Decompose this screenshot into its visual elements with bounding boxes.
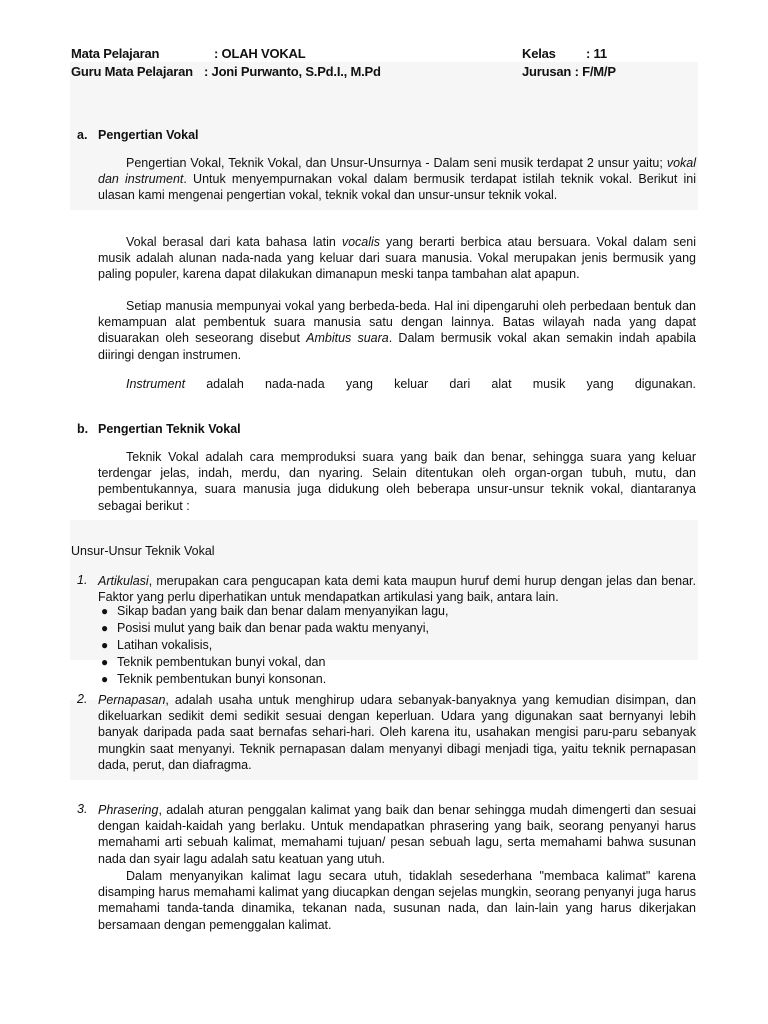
bullet-icon: ● (101, 655, 109, 669)
bullet-icon: ● (101, 621, 109, 635)
bullet-icon: ● (101, 638, 109, 652)
class-label: Kelas (522, 46, 556, 61)
section-b-letter: b. (77, 422, 89, 436)
text: Pengertian Vokal, Teknik Vokal, dan Unsur-Unsurnya - Dalam seni musik terdapat 2 unsur yaitu; (126, 156, 667, 170)
section-a-paragraph-1 (98, 155, 696, 204)
bullet-icon: ● (101, 604, 109, 618)
section-b-title: Pengertian Teknik Vokal (98, 422, 241, 436)
item-1-paragraph (98, 573, 696, 605)
teacher-value: : Joni Purwanto, S.Pd.I., M.Pd (204, 64, 381, 79)
section-b-paragraph-1: Teknik Vokal adalah cara memproduksi suara yang baik dan benar, sehingga suara yang keluar terdengar jelas, indah, merdu, dan nyaring. Selain ditentukan oleh organ-organ tubuh, mutu, dan pembentukannya, suara manusia juga didukung oleh beberapa unsur-unsur teknik vokal, diantaranya sebagai berikut : (98, 450, 696, 513)
list-item-text: Teknik pembentukan bunyi konsonan. (117, 672, 327, 686)
list-item (101, 671, 448, 688)
text: adalah nada-nada yang keluar dari alat musik yang digunakan. (185, 377, 696, 391)
teacher-label: Guru Mata Pelajaran (71, 64, 193, 79)
list-item-text: Sikap badan yang baik dan benar dalam menyanyikan lagu, (117, 604, 449, 618)
item-2-number: 2. (77, 692, 88, 706)
section-a-paragraph-2 (98, 234, 696, 283)
item-3-term: Phrasering (98, 803, 159, 817)
item-1-bullet-list (101, 603, 448, 688)
item-3-paragraph-2: Dalam menyanyikan kalimat lagu secara utuh, tidaklah sesederhana "membaca kalimat" karena disamping harus memahami kalimat yang diucapkan dengan sejelas mungkin, seorang penyanyi juga harus memahami tanda-tanda dinamika, tekanan nada, susunan nada, dan lain-lain yang harus dikerjakan bersamaan dengan pemenggalan kalimat. (98, 869, 696, 932)
item-2-paragraph (98, 692, 696, 773)
item-3-number: 3. (77, 802, 88, 816)
text: . Untuk menyempurnakan vokal dalam bermusik terdapat istilah teknik vokal. Berikut ini ulasan kami mengenai pengertian vokal, teknik vokal dan unsur-unsur teknik vokal. (98, 172, 696, 203)
text: yang berarti berbica atau bersuara. Vokal dalam seni musik adalah alunan nada-nada yang keluar dari suara manusia. Vokal merupakan jenis bermusik yang paling populer, karena dapat dilakukan dimanapun meski tanpa tambahan alat apapun. (98, 235, 697, 282)
item-2-term: Pernapasan (98, 693, 166, 707)
italic-term: vocalis (341, 235, 381, 249)
list-item (101, 620, 448, 637)
list-item-text: Latihan vokalisis, (117, 638, 213, 652)
italic-term: Instrument (126, 377, 186, 391)
item-1-term: Artikulasi (98, 574, 149, 588)
elements-title: Unsur-Unsur Teknik Vokal (71, 544, 215, 558)
section-a-title: Pengertian Vokal (98, 128, 199, 142)
text: , merupakan cara pengucapan kata demi kata maupun huruf demi hurup dengan jelas dan benar. Faktor yang perlu diperhatikan untuk mendapatkan artikulasi yang baik, antara lain. (98, 574, 696, 605)
major-label: Jurusan : F/M/P (522, 64, 616, 79)
list-item (101, 654, 448, 671)
list-item (101, 603, 448, 620)
list-item-text: Posisi mulut yang baik dan benar pada waktu menyanyi, (117, 621, 429, 635)
italic-term: Ambitus suara (306, 331, 389, 346)
section-a-paragraph-4 (98, 376, 696, 392)
section-a-letter: a. (77, 128, 88, 142)
subject-value: : OLAH VOKAL (214, 46, 306, 61)
text: Setiap manusia mempunyai vokal yang berbeda-beda. Hal ini dipengaruhi oleh perbedaan bentuk dan kemampuan alat pembentuk suara manusia satu dengan lainnya. Batas wilayah nada yang dapat disuarakan oleh seseorang disebut (98, 299, 696, 346)
text: . Dalam bermusik vokal akan semakin indah apabila diiringi dengan instrumen. (98, 331, 697, 362)
italic-term: vokal dan instrument (98, 156, 696, 187)
subject-label: Mata Pelajaran (71, 46, 160, 61)
item-1-number: 1. (77, 573, 88, 587)
class-value: : 11 (586, 46, 607, 61)
section-a-paragraph-3 (98, 298, 696, 363)
item-3-paragraph (98, 802, 696, 867)
text: , adalah usaha untuk menghirup udara sebanyak-banyaknya yang kemudian disimpan, dan dikeluarkan sedikit demi sedikit sesuai dengan keperluan. Udara yang digunakan saat bernyanyi lebih banyak daripada pada saat bernafas sehari-hari. Oleh karena itu, usahakan mengisi paru-paru sebanyak mungkin saat menyanyi. Teknik pernapasan dalam menyanyi dibagi menjadi tiga, yaitu teknik pernapasan dada, perut, dan diafragma. (98, 693, 696, 772)
text: Vokal berasal dari kata bahasa latin (126, 235, 342, 249)
bullet-icon: ● (101, 672, 109, 686)
list-item-text: Teknik pembentukan bunyi vokal, dan (117, 655, 326, 669)
list-item (101, 637, 448, 654)
text: , adalah aturan penggalan kalimat yang baik dan benar sehingga mudah dimengerti dan sesuai dengan kaidah-kaidah yang berlaku. Untuk mendapatkan phrasering yang baik, seorang penyanyi harus memahami arti sebuah kalimat, memahami tujuan/ pesan sebuah lagu, serta memahami bahwa susunan nada dan syair lagu adalah satu keatuan yang utuh. (98, 803, 696, 866)
